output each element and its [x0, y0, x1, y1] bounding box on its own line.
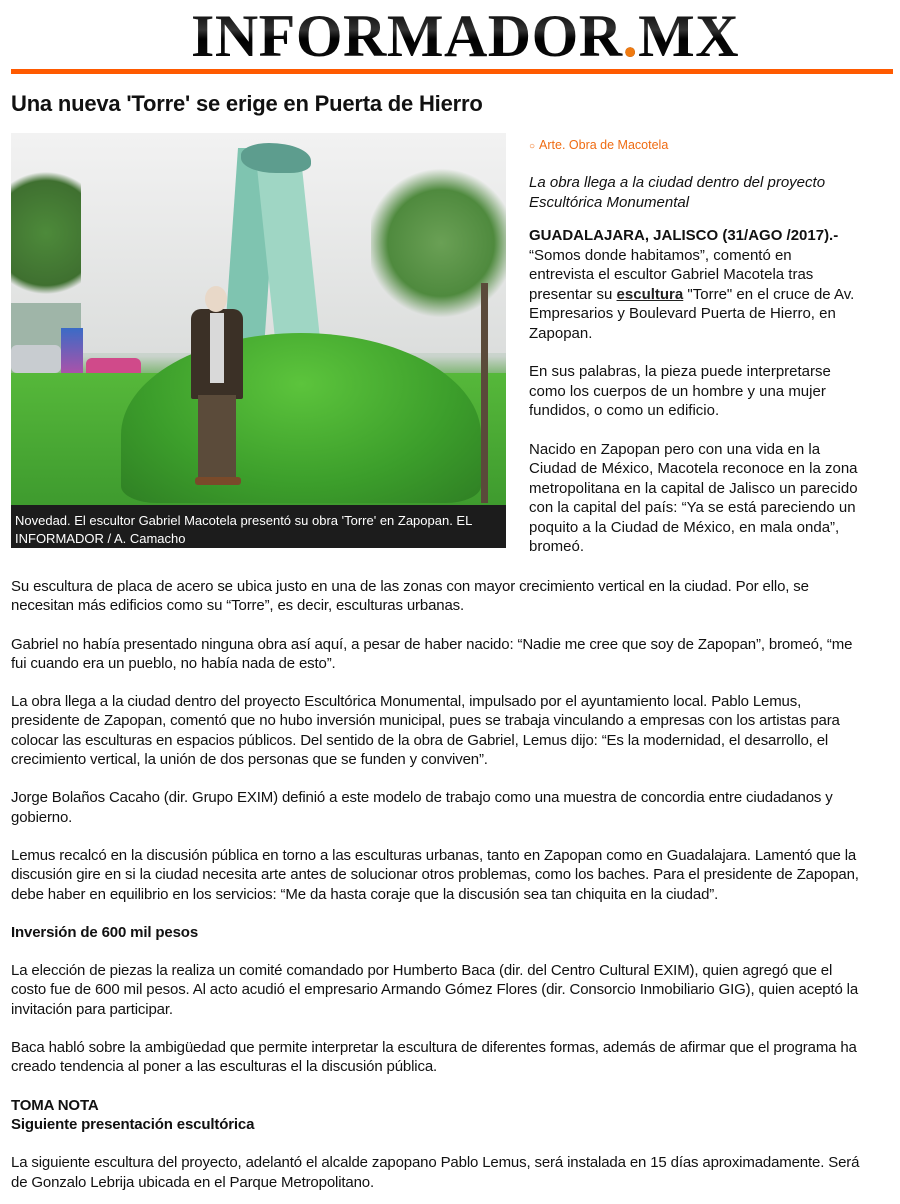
paragraph: Baca habló sobre la ambigüedad que permite interpretar la escultura de diferentes formas, además de afirmar que el programa ha creado tendencia al poner a las esculturas el la discusión pública. — [11, 1039, 857, 1076]
subheading-investment: Inversión de 600 mil pesos — [11, 923, 199, 941]
logo-dot: . — [622, 3, 639, 69]
paragraph: La siguiente escultura del proyecto, adelantó el alcalde zapopano Pablo Lemus, será instalada en 15 días aproximadamente. Será de Gonzalo Lebrija ubicada en el Parque Metropolitano. — [11, 1154, 860, 1191]
photo-tree — [11, 153, 81, 313]
paragraph-text: “Somos donde habitamos”, comentó en entrevista el escultor Gabriel Macotela tras presentar su — [529, 246, 814, 303]
site-logo[interactable] — [191, 3, 740, 69]
section-tag-label: Arte. Obra de Macotela — [539, 138, 669, 152]
photo-image — [11, 133, 506, 505]
paragraph: Jorge Bolaños Cacaho (dir. Grupo EXIM) definió a este modelo de trabajo como una muestra de concordia entre ciudadanos y gobierno. — [11, 789, 833, 826]
photo-car — [11, 345, 61, 373]
article-lead: La obra llega a la ciudad dentro del proyecto Escultórica Monumental — [529, 174, 826, 211]
article-intro — [529, 137, 859, 557]
dateline: GUADALAJARA, JALISCO (31/AGO /2017).- — [529, 227, 839, 244]
photo-person — [205, 286, 227, 312]
paragraph — [529, 226, 859, 343]
paragraph: La obra llega a la ciudad dentro del proyecto Escultórica Monumental, impulsado por el ayuntamiento local. Pablo Lemus, presidente de Zapopan, comentó que no hubo inversión municipal, pues se trabaja vinculando a empresas con los artistas para colocar las esculturas en espacios públicos. Del sentido de la obra de Gabriel, Lemus dijo: “Es la modernidad, el desarrollo, el crecimiento vertical, la unión de dos personas que se funden y conviven”. — [11, 693, 840, 769]
toma-nota-label: TOMA NOTA — [11, 1096, 99, 1114]
article-headline: Una nueva 'Torre' se erige en Puerta de Hierro — [11, 91, 483, 116]
toma-nota-subheading: Siguiente presentación escultórica — [11, 1115, 255, 1133]
paragraph: En sus palabras, la pieza puede interpretarse como los cuerpos de un hombre y una mujer fundidos, o como un edificio. — [529, 363, 831, 419]
circle-bullet-icon: ○ — [529, 141, 536, 152]
photo-person — [198, 395, 236, 480]
paragraph: Nacido en Zapopan pero con una vida en la Ciudad de México, Macotela reconoce en la zona metropolitana en la capital de Jalisco un parecido con la capital del país: “Ya se está pareciendo un poquito a la Ciudad de México, en mala onda”, bromeó. — [529, 440, 858, 555]
header-divider — [11, 69, 893, 74]
photo-person — [195, 477, 241, 485]
photo-person — [210, 313, 224, 383]
photo-caption: Novedad. El escultor Gabriel Macotela presentó su obra 'Torre' en Zapopan. EL INFORMADOR / A. Camacho — [15, 513, 472, 546]
paragraph: Gabriel no había presentado ninguna obra así aquí, a pesar de haber nacido: “Nadie me cree que soy de Zapopan”, bromeó, “me fui cuando era un pueblo, no había nada de esto”. — [11, 635, 853, 672]
logo-main: INFORMADOR — [191, 3, 623, 69]
photo-mound — [121, 333, 481, 503]
section-tag[interactable] — [529, 137, 859, 155]
paragraph: Lemus recalcó en la discusión pública en torno a las esculturas urbanas, tanto en Zapopan como en Guadalajara. Lamentó que la discusión gire en si la ciudad necesita arte antes de solucionar otros problemas, como los baches. Para el presidente de Zapopan, debe haber en equilibrio en los servicios: “Me da hasta coraje que la discusión sea tan chiquita en la ciudad”. — [11, 846, 859, 903]
paragraph-text: "Torre" en el cruce de Av. Empresarios y Boulevard Puerta de Hierro, en Zapopan. — [529, 285, 855, 342]
photo-trunk — [481, 283, 488, 503]
logo-suffix: MX — [638, 3, 740, 69]
article-body — [11, 577, 861, 1192]
masthead — [0, 0, 900, 74]
paragraph: La elección de piezas la realiza un comité comandado por Humberto Baca (dir. del Centro Cultural EXIM), quien agregó que el costo fue de 600 mil pesos. Al acto acudió el empresario Armando Gómez Flores (dir. Consorcio Inmobiliario GIG), quien aceptó la invitación para participar. — [11, 962, 859, 1018]
article-photo — [11, 133, 506, 548]
escultura-link[interactable]: escultura — [616, 285, 684, 303]
paragraph: Su escultura de placa de acero se ubica justo en una de las zonas con mayor crecimiento vertical en la ciudad. Por ello, se necesitan más edificios como su “Torre”, es decir, esculturas urbanas. — [11, 578, 809, 615]
